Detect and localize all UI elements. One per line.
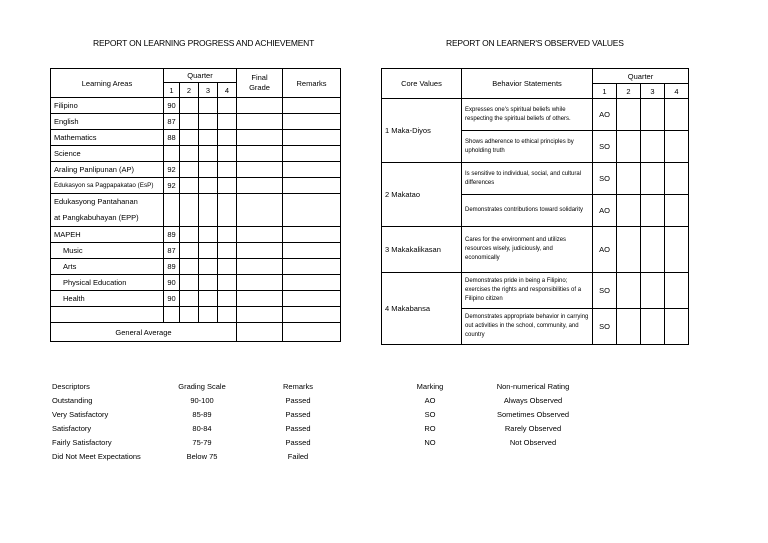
quarter-4-grade bbox=[218, 227, 237, 243]
remarks-cell bbox=[283, 275, 341, 291]
quarter-1-grade bbox=[164, 194, 180, 227]
learning-progress-table bbox=[50, 68, 341, 342]
rating-column bbox=[478, 380, 588, 450]
grading-scale-value: 85-89 bbox=[192, 410, 212, 419]
remarks-cell bbox=[283, 146, 341, 162]
final-grade-cell bbox=[237, 130, 283, 146]
final-grade-cell bbox=[237, 114, 283, 130]
grading-scale-value: 75-79 bbox=[192, 438, 212, 447]
values-quarter-1-mark: AO bbox=[593, 227, 617, 273]
values-quarter-4-mark bbox=[665, 131, 689, 163]
subject-row bbox=[51, 227, 341, 243]
subject-name-line: at Pangkabuhayan (EPP) bbox=[54, 213, 139, 222]
values-quarter-3-mark bbox=[641, 131, 665, 163]
remarks-cell bbox=[283, 243, 341, 259]
values-quarter-2-mark bbox=[617, 163, 641, 195]
values-quarter-4-mark bbox=[665, 227, 689, 273]
values-quarter-2-mark bbox=[617, 227, 641, 273]
quarter-2-grade bbox=[180, 114, 199, 130]
values-quarter-4-mark bbox=[665, 99, 689, 131]
values-quarter-2-mark bbox=[617, 131, 641, 163]
quarter-3-grade bbox=[199, 162, 218, 178]
subject-name: Filipino bbox=[51, 98, 164, 114]
values-quarter-4-mark bbox=[665, 163, 689, 195]
general-average-label: General Average bbox=[51, 323, 237, 342]
quarter-4-grade bbox=[218, 307, 237, 323]
subject-name: Arts bbox=[51, 259, 164, 275]
marking-column bbox=[400, 380, 460, 450]
quarter-1-grade bbox=[164, 307, 180, 323]
subject-row bbox=[51, 194, 341, 227]
remarks-header: Remarks bbox=[283, 69, 341, 98]
final-grade-cell bbox=[237, 178, 283, 194]
subject-name: Physical Education bbox=[51, 275, 164, 291]
values-quarter-1-mark: AO bbox=[593, 195, 617, 227]
observed-values-table bbox=[381, 68, 689, 345]
general-average-remarks bbox=[283, 323, 341, 342]
subject-row bbox=[51, 275, 341, 291]
descriptor-label: Fairly Satisfactory bbox=[52, 438, 112, 447]
values-quarter-1-mark: SO bbox=[593, 131, 617, 163]
subject-name-line: Edukasyong Pantahanan bbox=[54, 197, 138, 206]
descriptor-label: Did Not Meet Expectations bbox=[52, 452, 141, 461]
descriptor-remark: Passed bbox=[285, 410, 311, 419]
quarter-3-grade bbox=[199, 259, 218, 275]
descriptor-remarks-header: Remarks bbox=[282, 382, 313, 391]
subject-row bbox=[51, 178, 341, 194]
remarks-cell bbox=[283, 307, 341, 323]
quarter-2-grade bbox=[180, 178, 199, 194]
remarks-cell bbox=[283, 98, 341, 114]
behavior-statement: Demonstrates contributions toward solidarity bbox=[462, 195, 593, 227]
final-grade-cell bbox=[237, 291, 283, 307]
quarter-3-grade bbox=[199, 98, 218, 114]
quarter-4-grade bbox=[218, 98, 237, 114]
quarter-3-header: 3 bbox=[199, 83, 218, 98]
quarter-1-grade: 90 bbox=[164, 275, 180, 291]
quarter-4-grade bbox=[218, 162, 237, 178]
values-quarter-1-mark: SO bbox=[593, 309, 617, 345]
descriptor-remark: Passed bbox=[285, 424, 311, 433]
quarter-4-grade bbox=[218, 291, 237, 307]
general-average-final bbox=[237, 323, 283, 342]
final-grade-cell bbox=[237, 194, 283, 227]
subject-name: Edukasyon sa Pagpapakatao (EsP) bbox=[51, 178, 164, 194]
quarter-4-grade bbox=[218, 130, 237, 146]
subject-name: Music bbox=[51, 243, 164, 259]
remarks-cell bbox=[283, 178, 341, 194]
values-quarter-1-mark: SO bbox=[593, 163, 617, 195]
subject-name: MAPEH bbox=[51, 227, 164, 243]
descriptors-header: Descriptors bbox=[52, 382, 90, 391]
quarter-1-grade: 89 bbox=[164, 259, 180, 275]
values-quarter-2-mark bbox=[617, 273, 641, 309]
core-value-name: 4 Makabansa bbox=[382, 273, 462, 345]
right-report-title: REPORT ON LEARNER'S OBSERVED VALUES bbox=[446, 38, 624, 48]
grading-scale-value: 90-100 bbox=[190, 396, 214, 405]
quarter-2-grade bbox=[180, 243, 199, 259]
core-value-name: 2 Makatao bbox=[382, 163, 462, 227]
marking-rating: Rarely Observed bbox=[504, 424, 562, 433]
subject-row bbox=[51, 114, 341, 130]
marking-rating: Not Observed bbox=[509, 438, 557, 447]
marking-code: RO bbox=[424, 424, 436, 433]
quarter-4-header: 4 bbox=[218, 83, 237, 98]
subject-name bbox=[51, 194, 164, 227]
subject-name: Health bbox=[51, 291, 164, 307]
quarter-2-grade bbox=[180, 259, 199, 275]
values-quarter-3-mark bbox=[641, 227, 665, 273]
quarter-2-grade bbox=[180, 275, 199, 291]
quarter-4-grade bbox=[218, 146, 237, 162]
quarter-3-grade bbox=[199, 146, 218, 162]
quarter-1-grade: 90 bbox=[164, 291, 180, 307]
final-grade-cell bbox=[237, 162, 283, 178]
values-quarter-3-mark bbox=[641, 273, 665, 309]
quarter-4-grade bbox=[218, 243, 237, 259]
final-grade-cell bbox=[237, 307, 283, 323]
values-quarter-1-mark: SO bbox=[593, 273, 617, 309]
grading-scale-value: Below 75 bbox=[186, 452, 218, 461]
core-value-name: 1 Maka-Diyos bbox=[382, 99, 462, 163]
quarter-1-grade bbox=[164, 146, 180, 162]
quarter-3-grade bbox=[199, 291, 218, 307]
quarter-3-grade bbox=[199, 227, 218, 243]
behavior-statement: Is sensitive to individual, social, and cultural differences bbox=[462, 163, 593, 195]
quarter-4-grade bbox=[218, 275, 237, 291]
quarter-4-grade bbox=[218, 194, 237, 227]
quarter-4-grade bbox=[218, 114, 237, 130]
learning-areas-header: Learning Areas bbox=[51, 69, 164, 98]
descriptor-remark: Failed bbox=[287, 452, 309, 461]
quarter-1-grade: 88 bbox=[164, 130, 180, 146]
behavior-statement: Demonstrates appropriate behavior in carrying out activities in the school, community, and country bbox=[462, 309, 593, 345]
final-grade-header: Final Grade bbox=[237, 69, 283, 98]
behavior-row bbox=[382, 163, 689, 195]
quarter-2-grade bbox=[180, 291, 199, 307]
core-value-name: 3 Makakalikasan bbox=[382, 227, 462, 273]
quarter-2-grade bbox=[180, 162, 199, 178]
quarter-1-grade: 89 bbox=[164, 227, 180, 243]
behavior-row bbox=[382, 227, 689, 273]
behavior-statement: Cares for the environment and utilizes resources wisely, judiciously, and economically bbox=[462, 227, 593, 273]
subject-row bbox=[51, 130, 341, 146]
descriptor-remark: Passed bbox=[285, 438, 311, 447]
final-grade-cell bbox=[237, 275, 283, 291]
values-quarter-3-mark bbox=[641, 195, 665, 227]
subject-row bbox=[51, 243, 341, 259]
subject-row bbox=[51, 146, 341, 162]
marking-code: SO bbox=[424, 410, 436, 419]
behavior-statement: Expresses one's spiritual beliefs while respecting the spiritual beliefs of others. bbox=[462, 99, 593, 131]
descriptor-remarks-column bbox=[268, 380, 328, 464]
subject-name: Science bbox=[51, 146, 164, 162]
values-quarter-4-header: 4 bbox=[665, 84, 689, 99]
marking-rating: Sometimes Observed bbox=[496, 410, 570, 419]
subject-name bbox=[51, 307, 164, 323]
remarks-cell bbox=[283, 130, 341, 146]
final-grade-cell bbox=[237, 146, 283, 162]
quarter-4-grade bbox=[218, 178, 237, 194]
quarter-3-grade bbox=[199, 178, 218, 194]
quarter-2-grade bbox=[180, 98, 199, 114]
values-quarter-header: Quarter bbox=[593, 69, 689, 84]
values-quarter-2-header: 2 bbox=[617, 84, 641, 99]
behavior-row bbox=[382, 273, 689, 309]
descriptors-column bbox=[52, 380, 152, 464]
values-quarter-3-mark bbox=[641, 163, 665, 195]
remarks-cell bbox=[283, 162, 341, 178]
values-quarter-4-mark bbox=[665, 273, 689, 309]
quarter-3-grade bbox=[199, 243, 218, 259]
behavior-statement: Shows adherence to ethical principles by upholding truth bbox=[462, 131, 593, 163]
remarks-cell bbox=[283, 194, 341, 227]
values-quarter-2-mark bbox=[617, 309, 641, 345]
remarks-cell bbox=[283, 291, 341, 307]
quarter-2-grade bbox=[180, 227, 199, 243]
quarter-1-grade: 92 bbox=[164, 178, 180, 194]
quarter-2-header: 2 bbox=[180, 83, 199, 98]
behavior-statements-header: Behavior Statements bbox=[462, 69, 593, 99]
quarter-1-grade: 87 bbox=[164, 243, 180, 259]
quarter-2-grade bbox=[180, 130, 199, 146]
quarter-3-grade bbox=[199, 275, 218, 291]
remarks-cell bbox=[283, 114, 341, 130]
subject-name: Araling Panlipunan (AP) bbox=[51, 162, 164, 178]
descriptor-label: Outstanding bbox=[52, 396, 93, 405]
marking-code: AO bbox=[424, 396, 436, 405]
quarter-2-grade bbox=[180, 307, 199, 323]
values-quarter-3-mark bbox=[641, 309, 665, 345]
descriptor-remark: Passed bbox=[285, 396, 311, 405]
behavior-statement: Demonstrates pride in being a Filipino; exercises the rights and responsibilities of a Filipino citizen bbox=[462, 273, 593, 309]
marking-code: NO bbox=[424, 438, 436, 447]
subject-row bbox=[51, 307, 341, 323]
quarter-3-grade bbox=[199, 194, 218, 227]
values-quarter-3-header: 3 bbox=[641, 84, 665, 99]
quarter-2-grade bbox=[180, 194, 199, 227]
final-grade-cell bbox=[237, 227, 283, 243]
quarter-4-grade bbox=[218, 259, 237, 275]
values-quarter-1-header: 1 bbox=[593, 84, 617, 99]
subject-name: Mathematics bbox=[51, 130, 164, 146]
behavior-row bbox=[382, 99, 689, 131]
values-quarter-4-mark bbox=[665, 195, 689, 227]
core-values-header: Core Values bbox=[382, 69, 462, 99]
values-quarter-4-mark bbox=[665, 309, 689, 345]
grading-scale-column bbox=[162, 380, 242, 464]
final-grade-cell bbox=[237, 259, 283, 275]
quarter-1-header: 1 bbox=[164, 83, 180, 98]
quarter-1-grade: 90 bbox=[164, 98, 180, 114]
descriptor-label: Very Satisfactory bbox=[52, 410, 109, 419]
quarter-3-grade bbox=[199, 114, 218, 130]
subject-row bbox=[51, 162, 341, 178]
final-grade-cell bbox=[237, 98, 283, 114]
values-quarter-3-mark bbox=[641, 99, 665, 131]
final-grade-cell bbox=[237, 243, 283, 259]
values-quarter-2-mark bbox=[617, 195, 641, 227]
left-report-title: REPORT ON LEARNING PROGRESS AND ACHIEVEMENT bbox=[93, 38, 315, 48]
values-quarter-1-mark: AO bbox=[593, 99, 617, 131]
subject-row bbox=[51, 259, 341, 275]
quarter-3-grade bbox=[199, 307, 218, 323]
quarter-1-grade: 87 bbox=[164, 114, 180, 130]
quarter-3-grade bbox=[199, 130, 218, 146]
subject-row bbox=[51, 291, 341, 307]
rating-header: Non-numerical Rating bbox=[496, 382, 570, 391]
quarter-2-grade bbox=[180, 146, 199, 162]
subject-row bbox=[51, 98, 341, 114]
marking-rating: Always Observed bbox=[503, 396, 563, 405]
quarter-1-grade: 92 bbox=[164, 162, 180, 178]
values-quarter-2-mark bbox=[617, 99, 641, 131]
descriptor-label: Satisfactory bbox=[52, 424, 92, 433]
marking-header: Marking bbox=[416, 382, 444, 391]
remarks-cell bbox=[283, 259, 341, 275]
remarks-cell bbox=[283, 227, 341, 243]
subject-name: English bbox=[51, 114, 164, 130]
quarter-header: Quarter bbox=[164, 69, 237, 83]
grading-scale-value: 80-84 bbox=[192, 424, 212, 433]
grading-scale-header: Grading Scale bbox=[178, 382, 226, 391]
